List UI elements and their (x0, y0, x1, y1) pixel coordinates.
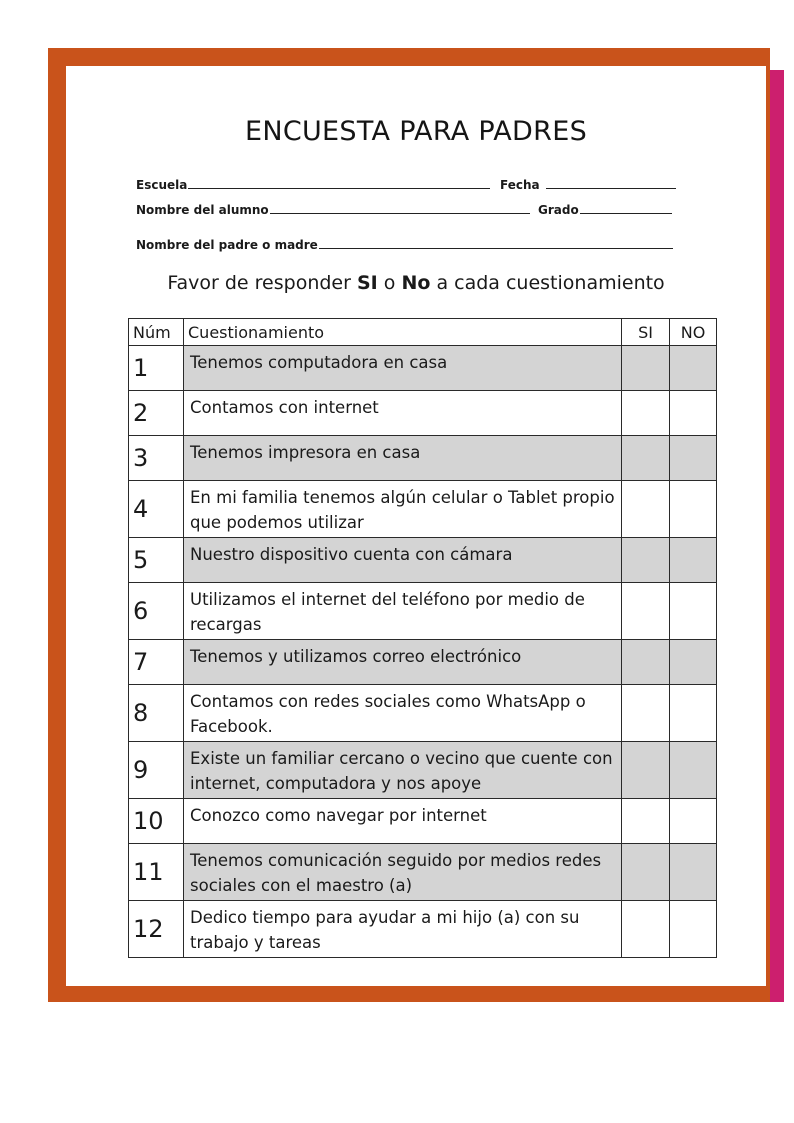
fecha-field[interactable] (500, 176, 676, 192)
escuela-label: Escuela (136, 178, 188, 192)
row-question: Tenemos impresora en casa (184, 436, 622, 481)
instruction-text (66, 272, 766, 294)
si-answer-box[interactable] (622, 799, 670, 844)
grado-line[interactable] (580, 201, 672, 214)
fecha-line[interactable] (546, 176, 676, 189)
row-number: 11 (129, 844, 184, 901)
grado-field[interactable] (538, 201, 672, 217)
page-title: ENCUESTA PARA PADRES (244, 116, 588, 147)
instruction-prefix: Favor de responder (167, 272, 357, 294)
row-number: 9 (129, 742, 184, 799)
si-answer-box[interactable] (622, 901, 670, 958)
instruction-suffix: a cada cuestionamiento (430, 272, 665, 294)
row-number: 4 (129, 481, 184, 538)
no-answer-box[interactable] (670, 346, 717, 391)
row-number: 10 (129, 799, 184, 844)
nombre-alumno-field[interactable] (136, 201, 530, 217)
table-row (129, 346, 717, 391)
table-row (129, 685, 717, 742)
row-question: Utilizamos el internet del teléfono por medio de recargas (184, 583, 622, 640)
fecha-label: Fecha (500, 178, 540, 192)
table-row (129, 640, 717, 685)
si-answer-box[interactable] (622, 640, 670, 685)
row-question: Existe un familiar cercano o vecino que cuente con internet, computadora y nos apoye (184, 742, 622, 799)
no-answer-box[interactable] (670, 391, 717, 436)
no-answer-box[interactable] (670, 583, 717, 640)
table-row (129, 799, 717, 844)
row-number: 1 (129, 346, 184, 391)
si-answer-box[interactable] (622, 481, 670, 538)
si-answer-box[interactable] (622, 346, 670, 391)
row-number: 8 (129, 685, 184, 742)
no-answer-box[interactable] (670, 799, 717, 844)
table-row (129, 436, 717, 481)
no-answer-box[interactable] (670, 481, 717, 538)
survey-sheet (66, 66, 766, 986)
table-row (129, 481, 717, 538)
no-answer-box[interactable] (670, 742, 717, 799)
escuela-field[interactable] (136, 176, 490, 192)
instruction-si: SI (356, 272, 378, 294)
no-answer-box[interactable] (670, 685, 717, 742)
si-answer-box[interactable] (622, 583, 670, 640)
no-answer-box[interactable] (670, 436, 717, 481)
si-answer-box[interactable] (622, 685, 670, 742)
grado-label: Grado (538, 203, 579, 217)
si-answer-box[interactable] (622, 436, 670, 481)
row-question: Conozco como navegar por internet (184, 799, 622, 844)
table-row (129, 538, 717, 583)
table-header-row (129, 319, 717, 346)
si-answer-box[interactable] (622, 844, 670, 901)
row-question: En mi familia tenemos algún celular o Tablet propio que podemos utilizar (184, 481, 622, 538)
table-row (129, 742, 717, 799)
si-answer-box[interactable] (622, 538, 670, 583)
escuela-line[interactable] (188, 176, 490, 189)
row-question: Nuestro dispositivo cuenta con cámara (184, 538, 622, 583)
row-number: 12 (129, 901, 184, 958)
row-number: 2 (129, 391, 184, 436)
table-row (129, 901, 717, 958)
row-number: 6 (129, 583, 184, 640)
instruction-no: No (401, 272, 431, 294)
row-question: Dedico tiempo para ayudar a mi hijo (a) con su trabajo y tareas (184, 901, 622, 958)
row-number: 5 (129, 538, 184, 583)
nombre-alumno-label: Nombre del alumno (136, 203, 269, 217)
no-answer-box[interactable] (670, 901, 717, 958)
no-answer-box[interactable] (670, 844, 717, 901)
table-row (129, 583, 717, 640)
row-number: 7 (129, 640, 184, 685)
no-answer-box[interactable] (670, 640, 717, 685)
instruction-middle: o (377, 272, 402, 294)
table-row (129, 391, 717, 436)
survey-table (128, 318, 717, 958)
si-answer-box[interactable] (622, 742, 670, 799)
row-number: 3 (129, 436, 184, 481)
row-question: Contamos con redes sociales como WhatsApp o Facebook. (184, 685, 622, 742)
row-question: Tenemos computadora en casa (184, 346, 622, 391)
header-num: Núm (129, 319, 184, 346)
row-question: Tenemos y utilizamos correo electrónico (184, 640, 622, 685)
nombre-padre-field[interactable] (136, 236, 673, 252)
table-row (129, 844, 717, 901)
nombre-padre-label: Nombre del padre o madre (136, 238, 318, 252)
si-answer-box[interactable] (622, 391, 670, 436)
nombre-padre-line[interactable] (319, 236, 673, 249)
header-question: Cuestionamiento (184, 319, 622, 346)
no-answer-box[interactable] (670, 538, 717, 583)
row-question: Tenemos comunicación seguido por medios redes sociales con el maestro (a) (184, 844, 622, 901)
row-question: Contamos con internet (184, 391, 622, 436)
nombre-alumno-line[interactable] (270, 201, 530, 214)
header-no: NO (670, 319, 717, 346)
header-si: SI (622, 319, 670, 346)
